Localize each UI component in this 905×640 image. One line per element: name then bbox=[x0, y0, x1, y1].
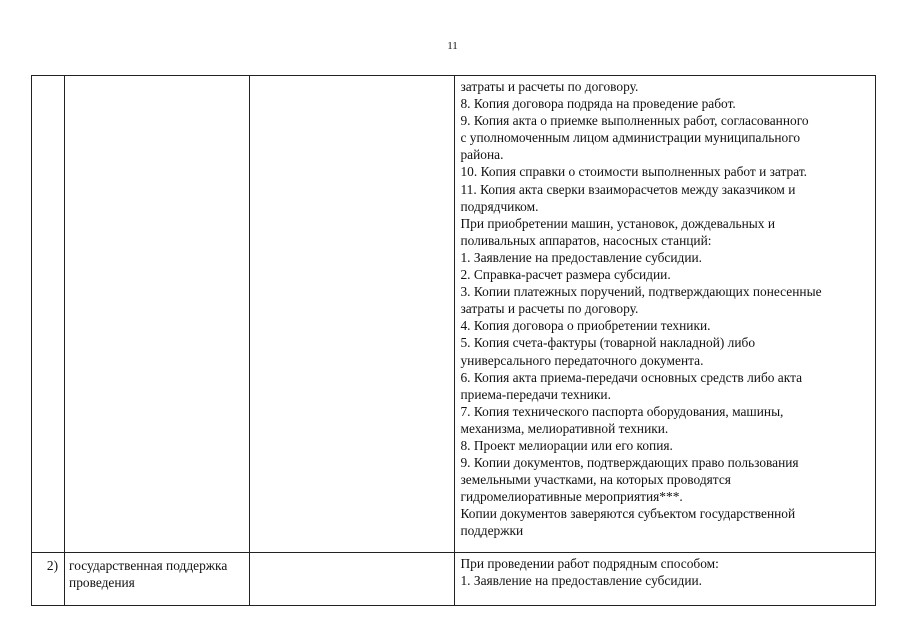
text-line: 6. Копия акта приема-передачи основных средств либо акта bbox=[460, 369, 803, 385]
text-line: 1. Заявление на предоставление субсидии. bbox=[460, 249, 703, 265]
text-line: универсального передаточного документа. bbox=[460, 352, 704, 368]
text-line: земельными участками, на которых проводятся bbox=[460, 472, 731, 488]
text-line: 4. Копия договора о приобретении техники. bbox=[460, 318, 711, 334]
text-line: государственная поддержка bbox=[69, 558, 228, 573]
text-line: поддержки bbox=[460, 523, 524, 539]
documents-cell bbox=[455, 76, 876, 553]
page-number: 11 bbox=[447, 40, 458, 52]
text-line: При приобретении машин, установок, дождевальных и bbox=[460, 215, 775, 231]
text-line: 9. Копии документов, подтверждающих право пользования bbox=[460, 455, 799, 471]
text-line: механизма, мелиоративной техники. bbox=[460, 420, 669, 436]
documents-list bbox=[455, 76, 875, 540]
text-line: подрядчиком. bbox=[460, 198, 539, 214]
empty-cell bbox=[250, 553, 455, 606]
text-line: затраты и расчеты по договору. bbox=[460, 79, 639, 94]
document-table bbox=[31, 75, 876, 606]
text-line: 9. Копия акта о приемке выполненных работ, согласованного bbox=[460, 113, 809, 129]
activity-cell bbox=[65, 76, 250, 553]
activity-cell bbox=[65, 553, 250, 606]
documents-cell bbox=[455, 553, 876, 606]
row-number-cell bbox=[32, 76, 65, 553]
text-line: 7. Копия технического паспорта оборудования, машины, bbox=[460, 403, 784, 419]
text-line: района. bbox=[460, 147, 504, 163]
text-line: 8. Копия договора подряда на проведение работ. bbox=[460, 96, 736, 112]
activity-text bbox=[65, 553, 249, 591]
text-line: 1. Заявление на предоставление субсидии. bbox=[460, 573, 703, 589]
row-number-cell: 2) bbox=[32, 553, 65, 606]
text-line: 5. Копия счета-фактуры (товарной накладной) либо bbox=[460, 335, 756, 351]
text-line: проведения bbox=[69, 575, 135, 591]
text-line: с уполномоченным лицом администрации муниципального bbox=[460, 130, 801, 146]
text-line: 10. Копия справки о стоимости выполненных работ и затрат. bbox=[460, 164, 808, 180]
text-line: 8. Проект мелиорации или его копия. bbox=[460, 437, 673, 453]
text-line: приема-передачи техники. bbox=[460, 386, 611, 402]
text-line: поливальных аппаратов, насосных станций: bbox=[460, 232, 712, 248]
text-line: гидромелиоративные мероприятия***. bbox=[460, 489, 683, 505]
documents-list bbox=[455, 553, 875, 589]
text-line: При проведении работ подрядным способом: bbox=[460, 556, 719, 571]
text-line: 11. Копия акта сверки взаиморасчетов между заказчиком и bbox=[460, 181, 796, 197]
text-line: Копии документов заверяются субъектом государственной bbox=[460, 506, 796, 522]
text-line: 3. Копии платежных поручений, подтверждающих понесенные bbox=[460, 284, 822, 300]
table-row bbox=[32, 76, 876, 553]
text-line: затраты и расчеты по договору. bbox=[460, 301, 639, 317]
empty-cell bbox=[250, 76, 455, 553]
text-line: 2. Справка-расчет размера субсидии. bbox=[460, 267, 671, 283]
table-row bbox=[32, 553, 876, 606]
